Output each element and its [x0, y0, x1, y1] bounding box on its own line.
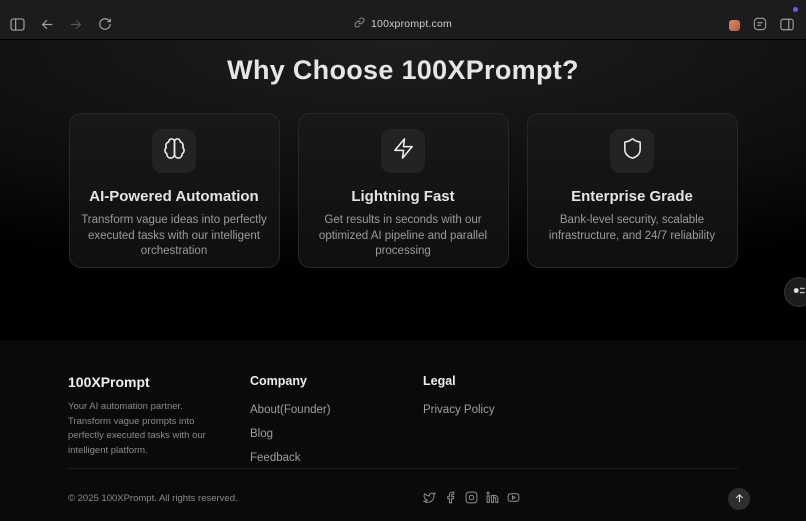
sidebar-toggle-button[interactable] [10, 18, 25, 34]
footer-company-column [250, 374, 390, 472]
youtube-icon [507, 491, 520, 507]
linkedin-link[interactable] [486, 491, 499, 507]
feature-card-lightning-fast [298, 113, 509, 268]
footer-legal-column [423, 374, 563, 472]
brain-icon [163, 137, 186, 165]
card-title: Lightning Fast [351, 188, 455, 205]
scroll-to-top-button[interactable] [728, 488, 750, 510]
extension-icon[interactable] [729, 20, 740, 31]
linkedin-icon [486, 491, 499, 507]
footer-column-heading: Legal [423, 374, 456, 388]
notification-dot [793, 7, 798, 12]
footer-link-blog[interactable]: Blog [250, 428, 274, 440]
card-description: Bank-level security, scalable infrastructure, and 24/7 reliability [548, 214, 716, 242]
footer [0, 340, 806, 521]
sidebar-left-icon [10, 18, 25, 34]
footer-link-privacy-policy[interactable]: Privacy Policy [423, 404, 495, 416]
footer-link-feedback[interactable]: Feedback [250, 452, 301, 464]
ai-summary-button[interactable] [753, 17, 767, 34]
instagram-icon [465, 491, 478, 507]
social-links [423, 491, 520, 507]
twitter-link[interactable] [423, 491, 436, 507]
card-description: Transform vague ideas into perfectly executed tasks with our intelligent orchestration [81, 214, 267, 258]
card-description: Get results in seconds with our optimized AI pipeline and parallel processing [318, 214, 488, 258]
sidebar-right-button[interactable] [780, 18, 794, 34]
shield-icon [621, 137, 644, 165]
feature-card-enterprise-grade [527, 113, 738, 268]
ai-summary-icon [753, 17, 767, 34]
reload-button[interactable] [98, 17, 112, 34]
footer-brand-description: Your AI automation partner. Transform vague prompts into perfectly executed tasks with our intelligent platform. [68, 401, 206, 457]
sidebar-right-icon [780, 18, 794, 34]
footer-brand-column [68, 374, 218, 472]
browser-toolbar [0, 0, 806, 40]
feature-card-ai-automation [69, 113, 280, 268]
twitter-icon [423, 491, 436, 507]
back-button[interactable] [40, 18, 54, 34]
card-title: Enterprise Grade [571, 188, 693, 205]
page-title: Why Choose 100XPrompt? [227, 55, 579, 85]
instagram-link[interactable] [465, 491, 478, 507]
card-title: AI-Powered Automation [89, 188, 259, 205]
forward-icon [69, 18, 83, 34]
footer-link-about[interactable]: About(Founder) [250, 404, 331, 416]
back-icon [40, 18, 54, 34]
footer-brand: 100XPrompt [68, 374, 150, 390]
reload-icon [98, 17, 112, 34]
address-bar[interactable] [354, 12, 452, 36]
forward-button[interactable] [69, 18, 83, 34]
floating-widget-button[interactable] [784, 277, 806, 307]
footer-column-heading: Company [250, 374, 307, 388]
feature-cards [0, 113, 806, 268]
feedback-widget-icon [792, 283, 806, 301]
footer-divider [68, 468, 738, 469]
facebook-link[interactable] [444, 491, 457, 507]
lightning-icon [392, 137, 415, 165]
main-content [0, 40, 806, 340]
arrow-up-icon [734, 492, 745, 507]
url-text: 100xprompt.com [370, 18, 453, 30]
link-icon [354, 17, 365, 31]
youtube-link[interactable] [507, 491, 520, 507]
copyright-text: © 2025 100XPrompt. All rights reserved. [68, 493, 238, 504]
facebook-icon [444, 491, 457, 507]
